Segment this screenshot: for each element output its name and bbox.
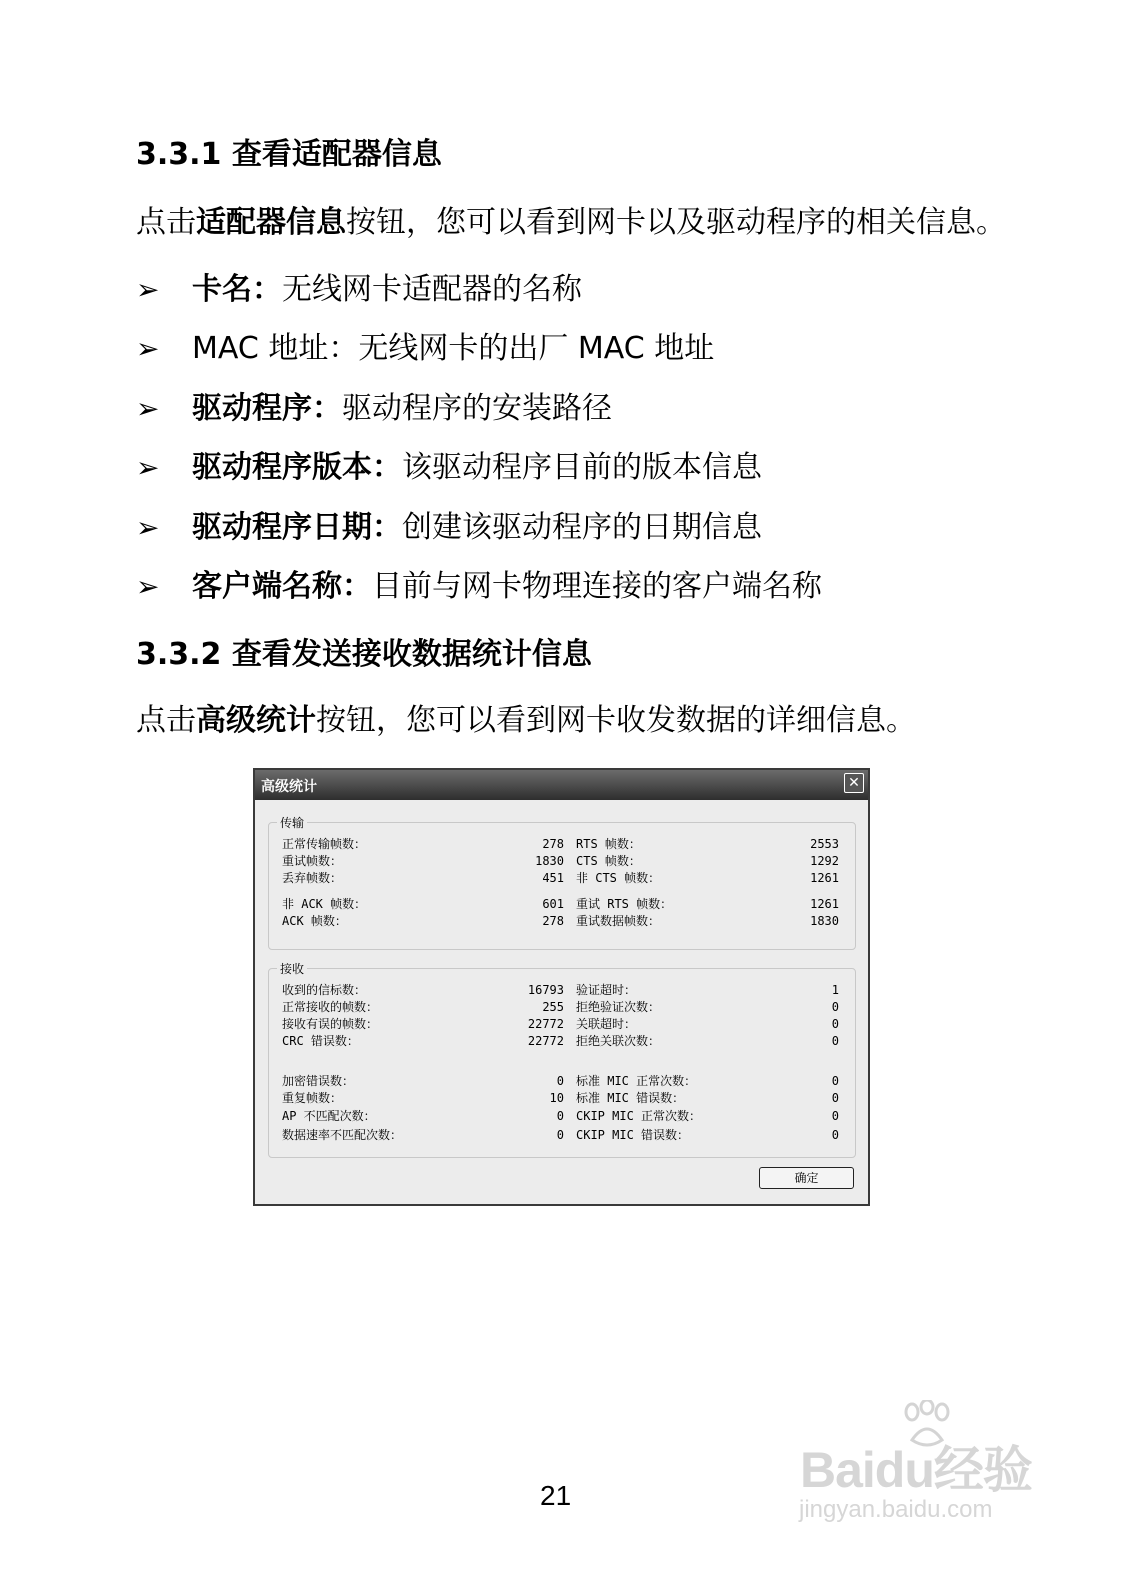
page-number: 21: [540, 1480, 572, 1511]
transmit-group: [268, 816, 856, 950]
stat-label: AP 不匹配次数：: [282, 1109, 376, 1123]
list-item-desc: 驱动程序的安装路径: [342, 390, 612, 426]
stat-row: [576, 1108, 839, 1124]
stat-label: 接收有误的帧数：: [282, 1017, 379, 1031]
stat-label: 验证超时：: [576, 983, 637, 997]
list-item: [136, 391, 822, 450]
stat-value: 1261: [810, 897, 839, 911]
stat-label: 非 CTS 帧数：: [576, 871, 661, 885]
intro-text-post: 按钮，您可以看到网卡以及驱动程序的相关信息。: [346, 205, 1006, 240]
stat-row: [282, 853, 564, 869]
list-item-term: 驱动程序：: [192, 390, 342, 426]
dialog-title: 高级统计: [261, 779, 317, 795]
stat-value: 451: [542, 871, 564, 885]
stat-row: [282, 999, 564, 1015]
stat-label: CTS 帧数：: [576, 854, 641, 868]
list-item-desc: 目前与网卡物理连接的客户端名称: [372, 568, 822, 604]
stats-intro: [136, 703, 916, 739]
stat-label: 重复帧数：: [282, 1091, 343, 1105]
stat-value: 0: [556, 1109, 564, 1123]
stat-row: [576, 1033, 839, 1049]
adapter-info-intro: [136, 205, 1006, 241]
stat-row: [282, 836, 564, 852]
list-item: [136, 331, 822, 390]
stat-label: 关联超时：: [576, 1017, 637, 1031]
arrow-bullet-icon: ➢: [136, 273, 160, 306]
stat-label: 正常接收的帧数：: [282, 1000, 379, 1014]
list-item-term: 卡名：: [192, 272, 282, 307]
transmit-legend: 传输: [277, 814, 307, 831]
stat-label: 重试帧数：: [282, 854, 343, 868]
stat-row: [576, 999, 839, 1015]
stat-row: [576, 896, 839, 912]
stat-value: 22772: [527, 1017, 564, 1031]
stat-value: 2553: [810, 837, 839, 851]
arrow-bullet-icon: ➢: [136, 391, 160, 425]
list-item-term: MAC 地址：: [192, 331, 359, 367]
list-item-term: 驱动程序版本：: [192, 450, 402, 486]
stat-value: 0: [831, 1091, 839, 1105]
arrow-bullet-icon: ➢: [136, 332, 160, 366]
stat-row: [282, 1016, 564, 1032]
intro-button-name: 高级统计: [196, 703, 316, 738]
stat-row: [576, 1016, 839, 1032]
stat-value: 0: [831, 1034, 839, 1048]
stat-value: 1: [831, 983, 839, 997]
stat-row: [282, 1108, 564, 1124]
stat-row: [282, 1127, 564, 1143]
stat-row: [576, 913, 839, 929]
list-item: [136, 510, 822, 569]
list-item-desc: 无线网卡适配器的名称: [282, 272, 582, 307]
close-icon[interactable]: ✕: [844, 773, 864, 793]
stat-label: ACK 帧数：: [282, 914, 347, 928]
watermark-site: jingyan.baidu.com: [799, 1496, 993, 1523]
intro-text-pre: 点击: [136, 205, 196, 240]
stat-value: 0: [831, 1017, 839, 1031]
stat-label: 收到的信标数：: [282, 983, 367, 997]
list-item-desc: 创建该驱动程序的日期信息: [402, 509, 762, 545]
stat-label: RTS 帧数：: [576, 837, 641, 851]
stat-value: 1830: [535, 854, 564, 868]
stat-label: 拒绝关联次数：: [576, 1034, 661, 1048]
stat-row: [282, 913, 564, 929]
list-item: [136, 272, 822, 331]
stat-value: 1292: [810, 854, 839, 868]
stat-row: [576, 853, 839, 869]
section-heading-stats: 3.3.2 查看发送接收数据统计信息: [136, 637, 592, 672]
stat-label: CKIP MIC 正常次数：: [576, 1109, 702, 1123]
stat-value: 255: [542, 1000, 564, 1014]
section-heading-adapter-info: 3.3.1 查看适配器信息: [136, 137, 442, 172]
receive-legend: 接收: [277, 960, 307, 977]
ok-button[interactable]: 确定: [759, 1167, 854, 1189]
stat-value: 0: [831, 1000, 839, 1014]
intro-text-pre: 点击: [136, 703, 196, 738]
stat-label: CKIP MIC 错误数：: [576, 1128, 690, 1142]
adapter-info-list: [136, 272, 822, 628]
stat-label: 数据速率不匹配次数：: [282, 1128, 403, 1142]
stat-value: 0: [556, 1128, 564, 1142]
stat-row: [576, 1127, 839, 1143]
stat-row: [282, 1033, 564, 1049]
stat-label: 拒绝验证次数：: [576, 1000, 661, 1014]
stat-row: [576, 982, 839, 998]
stat-row: [576, 1073, 839, 1089]
stat-value: 601: [542, 897, 564, 911]
stat-value: 1261: [810, 871, 839, 885]
dialog-titlebar[interactable]: [255, 770, 868, 800]
stat-row: [576, 836, 839, 852]
stat-label: 加密错误数：: [282, 1074, 355, 1088]
stat-row: [282, 870, 564, 886]
stat-row: [576, 870, 839, 886]
arrow-bullet-icon: ➢: [136, 510, 160, 544]
receive-group: [268, 962, 856, 1158]
stat-row: [576, 1090, 839, 1106]
stat-label: 重试 RTS 帧数：: [576, 897, 673, 911]
advanced-stats-dialog: [253, 768, 870, 1206]
list-item-term: 客户端名称：: [192, 568, 372, 604]
stat-value: 278: [542, 837, 564, 851]
list-item: [136, 569, 822, 628]
stat-row: [282, 982, 564, 998]
stat-value: 10: [549, 1091, 564, 1105]
stat-row: [282, 1090, 564, 1106]
intro-text-post: 按钮，您可以看到网卡收发数据的详细信息。: [316, 703, 916, 738]
list-item: [136, 450, 822, 509]
stat-value: 0: [831, 1074, 839, 1088]
intro-button-name: 适配器信息: [196, 205, 346, 240]
list-item-desc: 无线网卡的出厂 MAC 地址: [358, 331, 715, 367]
stat-value: 1830: [810, 914, 839, 928]
stat-value: 16793: [527, 983, 564, 997]
list-item-desc: 该驱动程序目前的版本信息: [402, 450, 762, 486]
stat-value: 22772: [527, 1034, 564, 1048]
stat-label: 标准 MIC 正常次数：: [576, 1074, 697, 1088]
stat-label: CRC 错误数：: [282, 1034, 359, 1048]
stat-label: 非 ACK 帧数：: [282, 897, 367, 911]
watermark-brand: Baidu经验: [800, 1442, 1032, 1498]
stat-label: 标准 MIC 错误数：: [576, 1091, 685, 1105]
stat-label: 重试数据帧数：: [576, 914, 661, 928]
watermark: [795, 1400, 1055, 1530]
stat-value: 0: [831, 1128, 839, 1142]
stat-row: [282, 1073, 564, 1089]
stat-value: 0: [556, 1074, 564, 1088]
stat-row: [282, 896, 564, 912]
stat-value: 278: [542, 914, 564, 928]
stat-label: 正常传输帧数：: [282, 837, 367, 851]
arrow-bullet-icon: ➢: [136, 451, 160, 485]
arrow-bullet-icon: ➢: [136, 569, 160, 603]
stat-value: 0: [831, 1109, 839, 1123]
list-item-term: 驱动程序日期：: [192, 509, 402, 545]
stat-label: 丢弃帧数：: [282, 871, 343, 885]
